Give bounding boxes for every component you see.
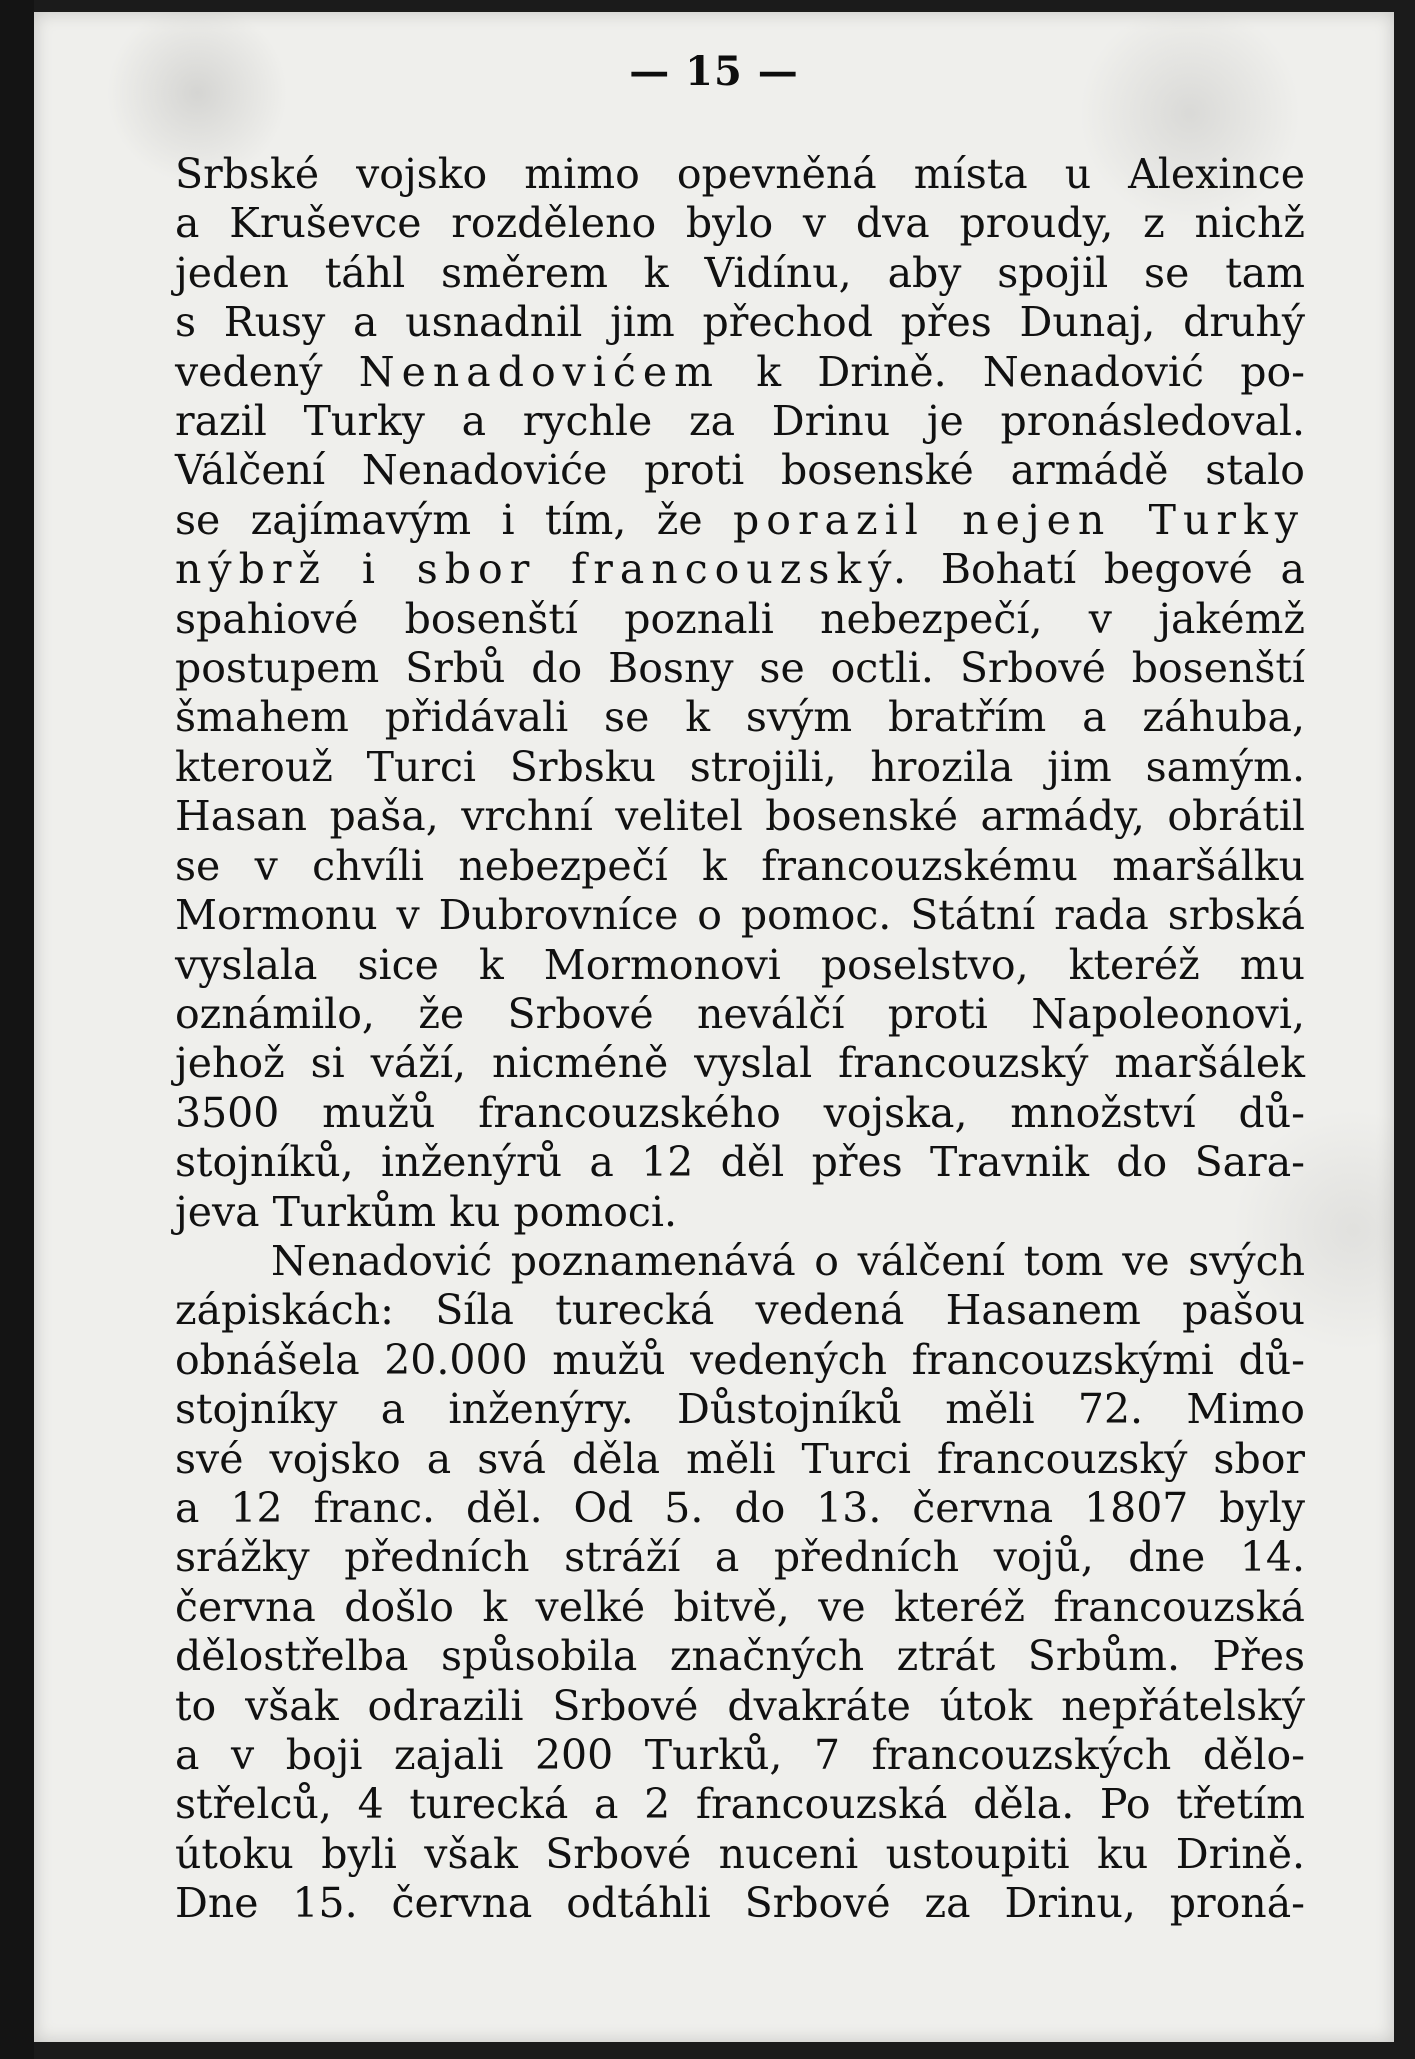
book-page bbox=[34, 12, 1394, 2042]
spaced-name-nenadovic: Nenadovićem bbox=[358, 347, 721, 396]
text-line: jehož si váží, nicméně vyslal francouzský maršálek bbox=[175, 1039, 1305, 1088]
text-line: Hasan paša, vrchní velitel bosenské armády, obrátil bbox=[175, 792, 1305, 841]
page-number: — 15 — bbox=[629, 48, 799, 95]
book-binding-edge bbox=[0, 0, 34, 2059]
text-line bbox=[175, 545, 1305, 594]
text-line: dělostřelba spůsobila značných ztrát Srbům. Přes bbox=[175, 1632, 1305, 1681]
text-line: šmahem přidávali se k svým bratřím a záhuba, bbox=[175, 693, 1305, 742]
text-line: srážky předních stráží a předních vojů, dne 14. bbox=[175, 1533, 1305, 1582]
text-line: stojníků, inženýrů a 12 děl přes Travnik do Sara- bbox=[175, 1138, 1305, 1187]
text-line bbox=[175, 348, 1305, 397]
text-line: Válčení Nenadoviće proti bosenské armádě stalo bbox=[175, 446, 1305, 495]
text-line: a v boji zajali 200 Turků, 7 francouzských dělo- bbox=[175, 1731, 1305, 1779]
text-segment: Bohatí begové a bbox=[940, 545, 1305, 594]
text-line: spahiové bosenští poznali nebezpečí, v jakémž bbox=[175, 594, 1305, 643]
text-line: kterouž Turci Srbsku strojili, hrozila jim samým. bbox=[175, 742, 1305, 791]
spaced-emphasis: porazil nejen Turky bbox=[733, 495, 1305, 544]
text-line: stojníky a inženýry. Důstojníků měli 72. Mimo bbox=[175, 1385, 1305, 1434]
text-line: své vojsko a svá děla měli Turci francouzský sbor bbox=[175, 1434, 1305, 1483]
text-line: června došlo k velké bitvě, ve kteréž francouzská bbox=[175, 1582, 1305, 1631]
text-line: vyslala sice k Mormonovi poselstvo, kteréž mu bbox=[175, 940, 1305, 989]
text-line: se v chvíli nebezpečí k francouzskému maršálku bbox=[175, 841, 1305, 890]
text-line: postupem Srbů do Bosny se octli. Srbové bosenští bbox=[175, 644, 1305, 693]
text-line: s Rusy a usnadnil jim přechod přes Dunaj, druhý bbox=[175, 298, 1305, 347]
text-line: 3500 mužů francouzského vojska, množství dů- bbox=[175, 1088, 1305, 1137]
text-line: to však odrazili Srbové dvakráte útok nepřátelský bbox=[175, 1681, 1305, 1730]
text-line: Mormonu v Dubrovníce o pomoc. Státní rada srbská bbox=[175, 891, 1305, 940]
text-segment: k Drině. Nenadović po- bbox=[756, 347, 1305, 396]
text-line: a 12 franc. děl. Od 5. do 13. června 1807 byly bbox=[175, 1483, 1305, 1532]
text-line: Nenadović poznamenává o válčení tom ve svých bbox=[271, 1236, 1305, 1285]
spaced-emphasis: nýbrž i sbor francouzský. bbox=[175, 545, 914, 594]
text-segment: vedený bbox=[175, 347, 323, 396]
text-line: Srbské vojsko mimo opevněná místa u Alexince bbox=[175, 150, 1305, 198]
text-line: jeva Turkům ku pomoci. bbox=[175, 1187, 678, 1236]
text-segment: se zajímavým i tím, že bbox=[175, 495, 703, 544]
text-line: razil Turky a rychle za Drinu je pronásledoval. bbox=[175, 397, 1305, 446]
text-line bbox=[175, 496, 1305, 545]
text-line: jeden táhl směrem k Vidínu, aby spojil se tam bbox=[175, 248, 1305, 297]
text-line: Dne 15. června odtáhli Srbové za Drinu, proná- bbox=[175, 1879, 1305, 1928]
text-line: obnášela 20.000 mužů vedených francouzskými dů- bbox=[175, 1335, 1305, 1384]
text-line: střelců, 4 turecká a 2 francouzská děla. Po třetím bbox=[175, 1780, 1305, 1829]
text-line: a Kruševce rozděleno bylo v dva proudy, z nichž bbox=[175, 199, 1305, 248]
body-text bbox=[175, 150, 1305, 1929]
text-line: oznámilo, že Srbové neválčí proti Napoleonovi, bbox=[175, 989, 1305, 1038]
text-line: zápiskách: Síla turecká vedená Hasanem pašou bbox=[175, 1286, 1305, 1335]
text-line: útoku byli však Srbové nuceni ustoupiti ku Drině. bbox=[175, 1829, 1305, 1878]
